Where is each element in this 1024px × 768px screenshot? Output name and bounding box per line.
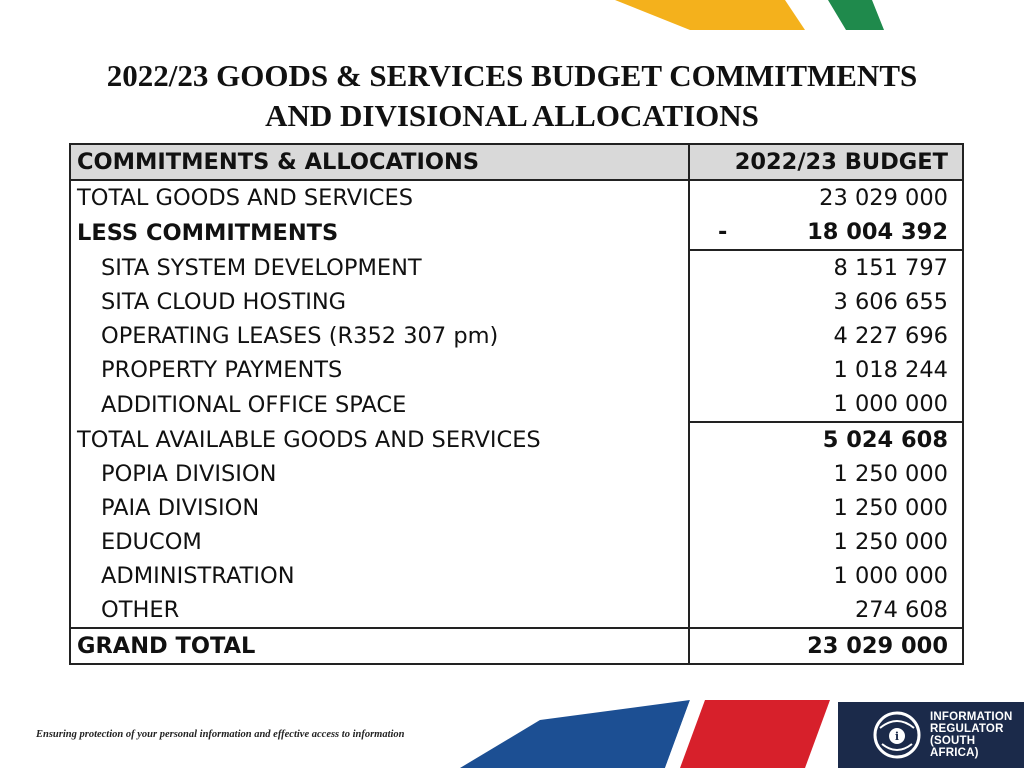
row-label: POPIA DIVISION	[70, 457, 689, 491]
row-label: OTHER	[70, 593, 689, 628]
row-value-cell	[689, 215, 963, 250]
row-value: 1 018 244	[689, 353, 963, 387]
row-value: 3 606 655	[689, 285, 963, 319]
row-value: 18 004 392	[807, 219, 948, 245]
table-row	[70, 215, 963, 250]
svg-text:i: i	[894, 730, 900, 743]
row-label: ADMINISTRATION	[70, 559, 689, 593]
row-value: 4 227 696	[689, 319, 963, 353]
header-budget: 2022/23 BUDGET	[689, 144, 963, 180]
logo-line-3: (SOUTH AFRICA)	[930, 735, 979, 759]
table-row	[70, 491, 963, 525]
row-label: LESS COMMITMENTS	[70, 215, 689, 250]
title-line-2: AND DIVISIONAL ALLOCATIONS	[265, 98, 759, 133]
budget-table	[69, 143, 964, 665]
row-value: 1 000 000	[689, 387, 963, 422]
green-stripe	[828, 0, 884, 30]
minus-sign: -	[718, 219, 728, 245]
grand-total-value: 23 029 000	[689, 628, 963, 664]
table-row	[70, 319, 963, 353]
row-value: 1 250 000	[689, 491, 963, 525]
row-value: 23 029 000	[689, 180, 963, 215]
table-row	[70, 422, 963, 457]
title-line-1: 2022/23 GOODS & SERVICES BUDGET COMMITMENTS	[106, 58, 918, 93]
table-row	[70, 250, 963, 285]
row-value: 8 151 797	[689, 250, 963, 285]
table-row	[70, 457, 963, 491]
row-label: ADDITIONAL OFFICE SPACE	[70, 387, 689, 422]
header-label: COMMITMENTS & ALLOCATIONS	[70, 144, 689, 180]
row-label: SITA CLOUD HOSTING	[70, 285, 689, 319]
grand-total-label: GRAND TOTAL	[70, 628, 689, 664]
blue-stripe	[460, 700, 690, 768]
footer-tagline: Ensuring protection of your personal information and effective access to information	[36, 729, 405, 740]
table-header-row	[70, 144, 963, 180]
globe-emblem-icon	[868, 708, 926, 762]
table-row	[70, 559, 963, 593]
table-row	[70, 180, 963, 215]
row-value: 274 608	[689, 593, 963, 628]
page-title	[40, 56, 984, 136]
row-label: TOTAL AVAILABLE GOODS AND SERVICES	[70, 422, 689, 457]
top-decorative-stripes	[0, 0, 1024, 40]
table-row	[70, 353, 963, 387]
row-label: EDUCOM	[70, 525, 689, 559]
gold-stripe	[615, 0, 805, 30]
row-value: 5 024 608	[689, 422, 963, 457]
table-row	[70, 285, 963, 319]
logo-line-2: REGULATOR	[930, 723, 1004, 735]
table-row	[70, 593, 963, 628]
logo-wordmark	[930, 711, 1024, 759]
row-label: PAIA DIVISION	[70, 491, 689, 525]
red-stripe	[680, 700, 830, 768]
row-label: OPERATING LEASES (R352 307 pm)	[70, 319, 689, 353]
row-value: 1 250 000	[689, 457, 963, 491]
row-value: 1 250 000	[689, 525, 963, 559]
table-row	[70, 387, 963, 422]
logo-line-1: INFORMATION	[930, 711, 1013, 723]
row-label: TOTAL GOODS AND SERVICES	[70, 180, 689, 215]
information-regulator-logo	[838, 702, 1024, 768]
grand-total-row	[70, 628, 963, 664]
table-row	[70, 525, 963, 559]
row-value: 1 000 000	[689, 559, 963, 593]
row-label: PROPERTY PAYMENTS	[70, 353, 689, 387]
row-label: SITA SYSTEM DEVELOPMENT	[70, 250, 689, 285]
